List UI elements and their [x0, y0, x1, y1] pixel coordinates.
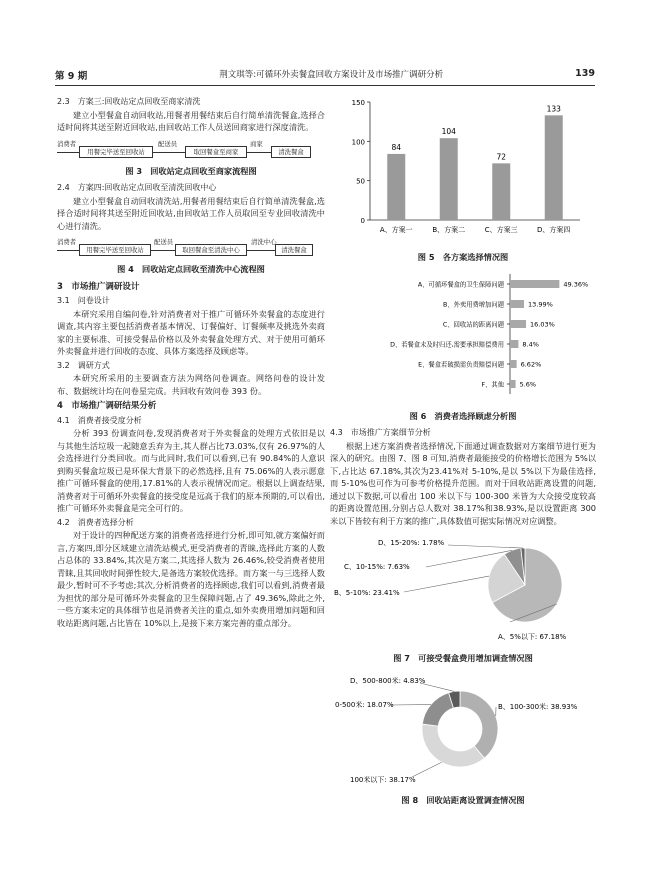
- flow4-box-1: 用餐完毕送至回收站: [79, 244, 151, 256]
- flow3-box-3: 清洗餐盒: [271, 146, 311, 158]
- y-tick-label: 100: [351, 138, 365, 147]
- y-tick-label: 50: [356, 177, 365, 186]
- section-4-1-text: 分析 393 份调查问卷,发现消费者对于外卖餐盒的处理方式依旧是以与其他生活垃圾一起随意丢弃为主,其人群占比73.03%,仅有 26.97%的人会选择进行分类回收。而与此同时,我们可以看到,已有 90.84%的人意识到购买餐盒垃圾已是环保大背景下的必然选择,且有 75.06%的人表示愿意推广可循环餐盒的使用,17.81%的人表示视情况而定。根据以上调查结果,消费者对于可循环外卖餐盒的接受度是远高于我们的原本预期的,可以看出,推广可循环外卖餐盒是完全可行的。: [57, 428, 325, 513]
- header-rule: [55, 85, 595, 86]
- slice-label: B、100-300米: 38.93%: [498, 703, 578, 711]
- bar: [510, 280, 559, 288]
- slice: [422, 693, 453, 726]
- slice-label: A、5%以下: 67.18%: [498, 633, 567, 641]
- flow4-label-center: 清洗中心: [251, 238, 277, 246]
- flow3-label-merchant: 商家: [250, 139, 263, 148]
- section-3-2-title: 3.2 调研方式: [57, 360, 110, 370]
- left-column: [57, 94, 325, 629]
- flow3-label-consumer: 消费者: [57, 139, 77, 148]
- section-3-title: 3 市场推广调研设计: [57, 281, 140, 292]
- section-2-4-title: 2.4 方案四:回收站定点回收至清洗回收中心: [57, 183, 217, 192]
- section-4-1-title: 4.1 消费者接受度分析: [57, 415, 142, 425]
- bar: [510, 320, 526, 328]
- flow4-line: [151, 250, 175, 251]
- x-tick-label: D、方案四: [537, 226, 571, 234]
- leader-line: [412, 762, 442, 777]
- figure-5-bar-chart: [330, 94, 596, 244]
- y-tick-label: 0: [360, 217, 365, 225]
- figure-4-caption: 图 4 回收站定点回收至清洗中心流程图: [117, 264, 265, 274]
- section-4-title: 4 市场推广调研结果分析: [57, 401, 157, 411]
- section-4-2-text: 对于设计的四种配送方案的消费者选择进行分析,即可知,就方案偏好而言,方案四,即分区域建立清洗站模式,更受消费者的青睐,选择此方案的人数占总体的 33.84%,其次是方案二,其选择人数为 26.46%,较受消费者使用青睐,且其回收时间弹性较大,是备选方案较优选择。而方案一与三选择人数最少,暂时可不予考虑;其次,分析消费者的选择顾虑,我们可以看到,消费者最为担忧的部分是可循环外卖餐盒的卫生保障问题,占了 49.36%,除此之外,一些方案未定的具体细节也是消费者关注的重点,如外卖费用增加问题和回收站距离问题,占比皆在 10%以上,是接下来方案完善的重点部分。: [57, 530, 325, 628]
- figure-8-donut-chart: [330, 669, 596, 787]
- leader-line: [448, 545, 523, 548]
- bar-value-label: 104: [441, 127, 456, 137]
- section-3-2-text: 本研究所采用的主要调查方法为网络问卷调查。网络问卷的设计发布、数据统计均在问卷星完成。共回收有效问卷 393 份。: [57, 373, 325, 396]
- bar: [492, 163, 510, 220]
- flow3-box-2: 取回餐盒至商家: [185, 146, 247, 158]
- bar: [510, 380, 516, 388]
- category-label: B、外卖用费增加问题: [443, 301, 504, 309]
- slice-label: C、10-15%: 7.63%: [344, 563, 410, 571]
- slice-label: 0-500米: 18.07%: [335, 701, 394, 709]
- x-tick-label: C、方案三: [484, 226, 518, 234]
- section-2-4-text: 建立小型餐盒自动回收清洗站,用餐者用餐结束后自行简单清洗餐盒,选择合适时间将其送至附近回收站,由回收站工作人员取回至专业回收清洗中心进行清洗。: [57, 195, 325, 231]
- slice: [460, 691, 498, 758]
- bar: [510, 340, 518, 348]
- running-title: 荆文琪等:可循环外卖餐盒回收方案设计及市场推广调研分析: [219, 70, 444, 80]
- right-column: [330, 94, 596, 811]
- flow3-line: [247, 152, 271, 153]
- bar-value-label: 8.4%: [522, 340, 539, 349]
- flow4-box-3: 清洗餐盒: [275, 244, 313, 256]
- flow4-label-courier: 配送员: [154, 238, 174, 246]
- flow4-box-2: 取回餐盒至清洗中心: [175, 244, 247, 256]
- x-tick-label: A、方案一: [379, 226, 413, 234]
- issue-number: 第 9 期: [55, 71, 88, 82]
- bar: [510, 360, 517, 368]
- page-number: 139: [575, 68, 595, 79]
- category-label: D、若餐盒未及时归还,需要承担赔偿费用: [390, 341, 504, 349]
- y-tick-label: 150: [351, 99, 365, 107]
- bar-value-label: 49.36%: [563, 280, 589, 289]
- flowchart-3: [57, 138, 325, 162]
- category-label: F、其他: [481, 381, 504, 389]
- bar-value-label: 84: [391, 142, 402, 152]
- bar-value-label: 16.03%: [530, 320, 555, 329]
- flow4-line: [57, 250, 79, 251]
- slice-label: B、5-10%: 23.41%: [334, 589, 400, 597]
- bar-value-label: 13.99%: [527, 300, 553, 309]
- section-3-1-title: 3.1 问卷设计: [57, 296, 110, 305]
- category-label: C、回收站的距离问题: [442, 321, 504, 329]
- bar-value-label: 133: [546, 104, 561, 114]
- figure-8-caption: 图 8 回收站距离设置调查情况图: [401, 794, 525, 805]
- section-3-1-text: 本研究采用自编问卷,针对消费者对于推广可循环外卖餐盒的态度进行调查,其内容主要包括消费者基本情况、订餐偏好、订餐频率及挑选外卖商家的主要标准、可接受餐品价格以及外卖餐盒处理方式、对于使用可循环外卖餐盒并进行回收的态度、具体方案选择及顾虑等。: [57, 308, 325, 356]
- leader-line: [404, 576, 489, 592]
- figure-6-caption: 图 6 消费者选择顾虑分析图: [409, 410, 517, 421]
- slice-label: D、15-20%: 1.78%: [378, 539, 445, 547]
- bar: [387, 154, 405, 220]
- bar-value-label: 5.6%: [519, 380, 537, 389]
- bar: [510, 300, 524, 308]
- slice-label: D、500-800米: 4.83%: [350, 677, 426, 685]
- section-4-3-title: 4.3 市场推广方案细节分析: [330, 428, 431, 437]
- section-4-2-title: 4.2 消费者选择分析: [57, 517, 134, 527]
- section-4-3-text: 根据上述方案消费者选择情况,下面通过调查数据对方案细节进行更为深入的研究。由图 7、图 8 可知,消费者最能接受的价格增长范围为 5%以下,占比达 67.18%,其次为23.41%对 5-10%,是以 5%以下为最佳选择,而 5-10%也可作为可参考价格提升范围。而对于回收站距离设置的问题,通过以下数据,可以看出 100 米以下与 100-300 米皆为大众接受度较高的距离设置范围,分别占总人数对 38.17%和38.93%,是以设置距离 300 米以下皆较有利于方案的推广,具体数值可据实际情况对应调整。: [330, 440, 596, 526]
- flow3-line: [57, 152, 79, 153]
- bar-value-label: 6.62%: [520, 360, 542, 369]
- bar-value-label: 72: [496, 152, 507, 162]
- category-label: E、餐盒若破损需负责赔偿问题: [418, 361, 504, 369]
- category-label: A、可循环餐盒的卫生保障问题: [417, 281, 504, 289]
- figure-6-hbar-chart: [330, 268, 596, 403]
- figure-3-caption: 图 3 回收站定点回收至商家流程图: [125, 165, 257, 176]
- flow4-label-consumer: 消费者: [57, 238, 77, 246]
- flow3-label-courier: 配送员: [158, 139, 178, 148]
- bar: [545, 115, 563, 220]
- running-header: [55, 68, 595, 82]
- figure-5-caption: 图 5 各方案选择情况图: [417, 251, 509, 262]
- bar: [440, 138, 458, 220]
- figure-7-caption: 图 7 可接受餐盒费用增加调查情况图: [393, 652, 533, 663]
- figure-7-pie-chart: [330, 527, 596, 645]
- flowchart-4: [57, 236, 325, 260]
- x-tick-label: B、方案二: [432, 226, 466, 234]
- flow4-line: [247, 250, 275, 251]
- slice-label: 100米以下: 38.17%: [350, 776, 416, 784]
- flow3-line: [153, 152, 185, 153]
- flow3-box-1: 用餐完毕送至回收站: [79, 146, 153, 158]
- section-2-3-title: 2.3 方案三:回收站定点回收至商家清洗: [57, 97, 201, 106]
- section-2-3-text: 建立小型餐盒自动回收站,用餐者用餐结束后自行简单清洗餐盒,选择合适时间将其送至附近回收站,由回收站工作人员送回商家进行深度清洗。: [57, 109, 325, 132]
